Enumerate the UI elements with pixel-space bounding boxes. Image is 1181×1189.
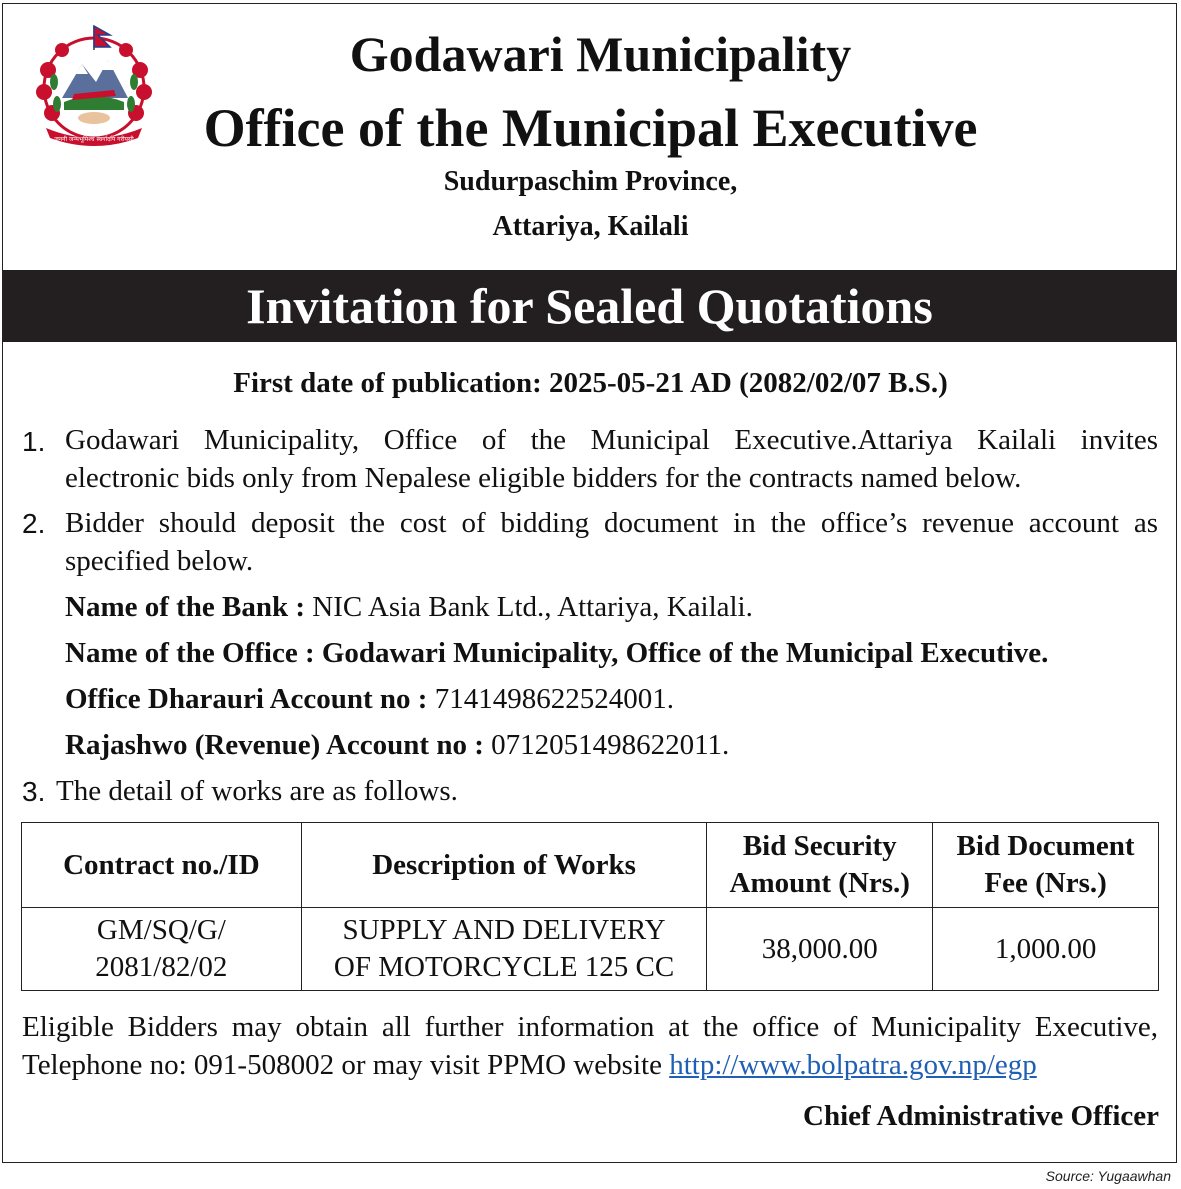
contract-id-line1: GM/SQ/G/	[96, 914, 226, 946]
works-table	[21, 822, 1159, 991]
bid-fee-header-line1: Bid Document	[956, 830, 1135, 862]
contract-column-header: Contract no./ID	[22, 823, 302, 908]
item-1-line1: Godawari Municipality, Office of the Municipal Executive.Attariya Kailali invites	[65, 424, 1158, 456]
location-name: Attariya, Kailali	[492, 211, 689, 242]
contract-id-cell	[22, 908, 302, 991]
description-line1: SUPPLY AND DELIVERY	[342, 914, 666, 946]
item-2-text	[65, 504, 1158, 580]
ppmo-website-link[interactable]: http://www.bolpatra.gov.np/egp	[669, 1049, 1037, 1081]
bank-name-row	[65, 588, 753, 626]
notice-title-banner: Invitation for Sealed Quotations	[2, 270, 1177, 342]
table-header-row	[22, 823, 1159, 908]
bank-label: Name of the Bank :	[65, 591, 306, 623]
dharauri-label: Office Dharauri Account no :	[65, 683, 428, 715]
bid-fee-column-header	[933, 823, 1159, 908]
bid-fee-header-line2: Fee (Nrs.)	[984, 867, 1107, 899]
dharauri-value: 7141498622524001.	[434, 683, 674, 715]
svg-text:जननी जन्मभूमिश्च स्वर्गादपि गर: जननी जन्मभूमिश्च स्वर्गादपि गरीयसी	[54, 136, 134, 143]
description-cell	[301, 908, 707, 991]
bid-fee-cell: 1,000.00	[933, 908, 1159, 991]
item-3-text: The detail of works are as follows.	[56, 775, 458, 807]
description-line2: OF MOTORCYCLE 125 CC	[333, 951, 675, 983]
office-label: Name of the Office :	[65, 637, 315, 669]
bid-security-cell: 38,000.00	[707, 908, 933, 991]
source-credit: Source: Yugaawhan	[1045, 1168, 1171, 1184]
office-value: Godawari Municipality, Office of the Municipal Executive.	[321, 637, 1049, 669]
item-2-line2: specified below.	[65, 545, 254, 577]
footer-line2: Telephone no: 091-508002 or may visit PPMO website	[22, 1049, 662, 1081]
bid-security-column-header	[707, 823, 933, 908]
office-title: Office of the Municipal Executive	[203, 98, 978, 158]
item-1-line2: electronic bids only from Nepalese eligible bidders for the contracts named below.	[65, 462, 1022, 494]
table-row	[22, 908, 1159, 991]
contract-id-line2: 2081/82/02	[95, 951, 228, 983]
municipality-name: Godawari Municipality	[349, 26, 852, 82]
signature-title: Chief Administrative Officer	[803, 1100, 1159, 1132]
item-1-text	[65, 421, 1158, 497]
item-number: 1.	[22, 426, 46, 457]
bid-security-header-line1: Bid Security	[742, 830, 897, 862]
province-name: Sudurpaschim Province,	[443, 166, 738, 197]
bank-value: NIC Asia Bank Ltd., Attariya, Kailali.	[312, 591, 753, 623]
item-2-line1: Bidder should deposit the cost of bidding document in the office’s revenue account as	[65, 507, 1158, 539]
description-column-header: Description of Works	[301, 823, 707, 908]
item-number: 2.	[22, 508, 46, 539]
dharauri-account-row	[65, 680, 674, 718]
item-number: 3.	[22, 776, 46, 807]
revenue-value: 0712051498622011.	[491, 729, 730, 761]
footer-line1: Eligible Bidders may obtain all further information at the office of Municipality Executive,	[22, 1011, 1158, 1043]
publication-date: First date of publication: 2025-05-21 AD (2082/02/07 B.S.)	[233, 367, 948, 399]
footer-info	[22, 1008, 1158, 1084]
revenue-label: Rajashwo (Revenue) Account no :	[65, 729, 484, 761]
office-name-row	[65, 634, 1048, 672]
bid-security-header-line2: Amount (Nrs.)	[729, 867, 910, 899]
revenue-account-row	[65, 726, 729, 764]
